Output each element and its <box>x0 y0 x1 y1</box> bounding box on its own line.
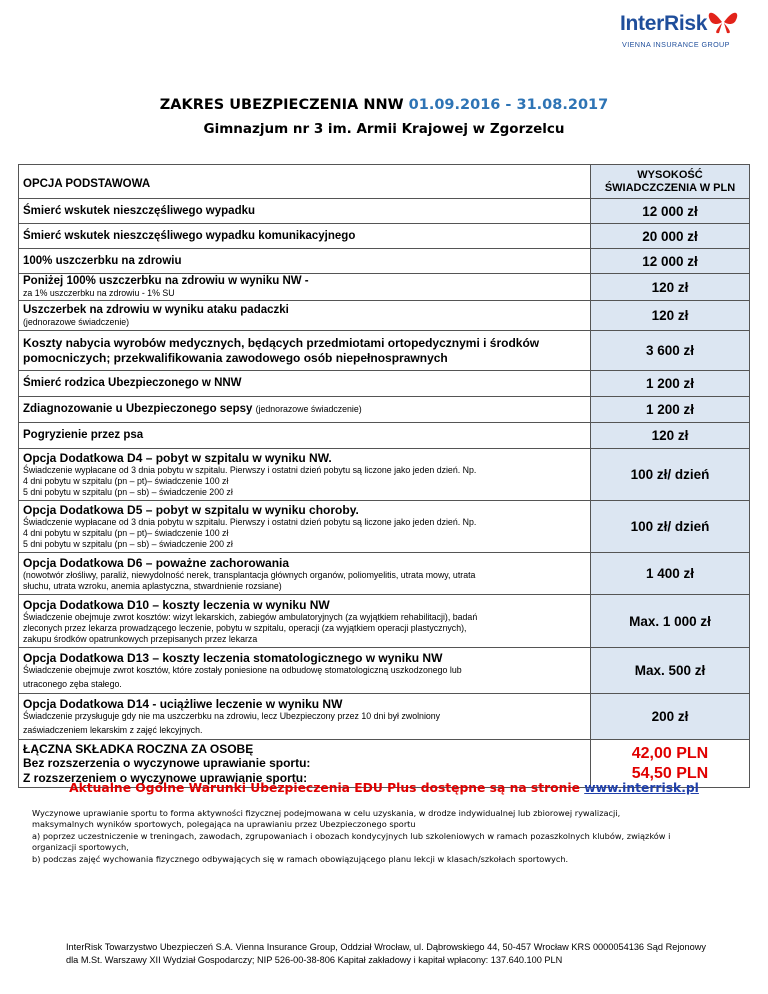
table-row <box>19 694 750 740</box>
table-row <box>19 423 750 449</box>
row-value: 1 200 zł <box>591 371 750 397</box>
definition-line: a) poprzez uczestniczenie w treningach, zawodach, zgrupowaniach i obozach kondycyjnych lub szkoleniowych w ramach pozaszkolnych klubów, związków i <box>32 830 671 841</box>
table-row <box>19 648 750 694</box>
header-amount <box>591 165 750 199</box>
row-label-text: Opcja Dodatkowa D13 – koszty leczenia stomatologicznego w wyniku NW <box>23 651 443 665</box>
table-row <box>19 331 750 371</box>
footer-company-info: InterRisk Towarzystwo Ubezpieczeń S.A. Vienna Insurance Group, Oddział Wrocław, ul. Dąbrowskiego 44, 50-457 Wrocław KRS 0000054136 Sąd Rejonowy dla M.St. Warszawy XII Wydział Gospodarczy; NIP 526-00-38-806 Kapitał zakładowy i kapitał wpłacony: 137.640.100 PLN <box>66 942 706 965</box>
row-value: 200 zł <box>591 694 750 740</box>
definition-line: b) podczas zajęć wychowania fizycznego odbywających się w ramach obowiązującego planu lekcji w klasach/szkołach sportowych. <box>32 853 569 864</box>
row-label-note: Świadczenie obejmuje zwrot kosztów: wizyt lekarskich, zabiegów ambulatoryjnych (za wyjątkiem rehabilitacji), badań <box>23 611 478 622</box>
row-label: 100% uszczerbku na zdrowiu <box>19 249 591 274</box>
row-value: Max. 1 000 zł <box>591 595 750 648</box>
definition-line: organizacji sportowych, <box>32 842 129 853</box>
row-label-note: (jednorazowe świadczenie) <box>255 404 362 414</box>
total-with-sport: Z rozszerzeniem o wyczynowe uprawianie sportu: <box>23 770 308 785</box>
row-label-note: za 1% uszczerbku na zdrowiu - 1% SU <box>23 288 175 298</box>
terms-note <box>0 781 768 795</box>
row-label-note: słuchu, utrata wzroku, anemia aplastyczna, stwardnienie rozsiane) <box>23 580 282 591</box>
row-value: 12 000 zł <box>591 249 750 274</box>
definitions <box>32 808 732 865</box>
header-amount-line1: WYSOKOŚĆ <box>637 168 703 181</box>
row-label-text: Poniżej 100% uszczerbku na zdrowiu w wyniku NW - <box>23 275 309 287</box>
table-row <box>19 371 750 397</box>
interrisk-logo <box>592 12 752 58</box>
row-value: 1 200 zł <box>591 397 750 423</box>
row-label-text: Opcja Dodatkowa D10 – koszty leczenia w wyniku NW <box>23 597 330 612</box>
row-label <box>19 274 591 301</box>
row-label-note: 4 dni pobytu w szpitalu (pn – pt)– świadczenie 100 zł <box>23 528 229 538</box>
row-label-note: zleconych przez lekarza prowadzącego leczenie, pobytu w szpitalu, operacji (za wyjątkiem operacji plastycznych), <box>23 622 467 633</box>
row-value: 120 zł <box>591 274 750 301</box>
row-label-text: Opcja Dodatkowa D6 – poważne zachorowania <box>23 555 290 570</box>
row-label-note: zaświadczeniem lekarskim z zajęć lekcyjnych. <box>23 725 203 735</box>
row-label-note: (nowotwór złośliwy, paraliż, niewydolność nerek, transplantacja głównych organów, poliomyelitis, utrata mowy, utrata <box>23 569 476 580</box>
row-label-text: Opcja Dodatkowa D4 – pobyt w szpitalu w wyniku NW. <box>23 451 332 465</box>
row-label-note: Świadczenie przysługuje gdy nie ma uszczerbku na zdrowiu, lecz Ubezpieczony przez 10 dni był zwolniony <box>23 711 441 721</box>
title-main: ZAKRES UBEZPIECZENIA NNW <box>159 97 404 113</box>
row-label: Śmierć wskutek nieszczęśliwego wypadku <box>19 199 591 224</box>
row-value: 100 zł/ dzień <box>591 501 750 553</box>
page-subtitle: Gimnazjum nr 3 im. Armii Krajowej w Zgorzelcu <box>203 121 565 137</box>
row-label-note: 5 dni pobytu w szpitalu (pn – sb) – świadczenie 200 zł <box>23 487 233 497</box>
table-row <box>19 224 750 249</box>
row-label <box>19 595 591 648</box>
row-value: 20 000 zł <box>591 224 750 249</box>
total-value-2: 54,50 PLN <box>631 764 709 782</box>
table-row <box>19 501 750 553</box>
table-row <box>19 595 750 648</box>
row-label <box>19 553 591 595</box>
table-row <box>19 274 750 301</box>
row-label-text: Uszczerbek na zdrowiu w wyniku ataku padaczki <box>23 303 289 316</box>
row-value: 100 zł/ dzień <box>591 449 750 501</box>
row-label-note: zakupu środków opatrunkowych przepisanych przez lekarza <box>23 633 258 644</box>
total-value-1: 42,00 PLN <box>631 744 709 762</box>
row-value: 1 400 zł <box>591 553 750 595</box>
row-label-note: utraconego zęba stałego. <box>23 679 122 689</box>
row-label: Pogryzienie przez psa <box>19 423 591 449</box>
terms-note-text: Aktualne Ogólne Warunki Ubezpieczenia EDU Plus dostępne są na stronie <box>69 781 580 795</box>
table-header-row <box>19 165 750 199</box>
row-value: 3 600 zł <box>591 331 750 371</box>
logo-subtitle: VIENNA INSURANCE GROUP <box>622 40 730 49</box>
row-label <box>19 397 591 423</box>
header-amount-line2: ŚWIADCZCZENIA W PLN <box>604 181 736 194</box>
row-value: 120 zł <box>591 301 750 331</box>
table-row <box>19 249 750 274</box>
row-label-note: 4 dni pobytu w szpitalu (pn – pt)– świadczenie 100 zł <box>23 476 229 486</box>
row-label-note: Świadczenie wypłacane od 3 dnia pobytu w szpitalu. Pierwszy i ostatni dzień pobytu są liczone jako jeden dzień. Np. <box>23 517 477 527</box>
row-label-note: 5 dni pobytu w szpitalu (pn – sb) – świadczenie 200 zł <box>23 539 233 549</box>
header-option: OPCJA PODSTAWOWA <box>19 165 591 199</box>
definition-line: maksymalnych wyników sportowych, polegająca na uprawianiu przez Ubezpieczonego sportu <box>32 819 416 830</box>
table-row <box>19 301 750 331</box>
total-without-sport: Bez rozszerzenia o wyczynowe uprawianie sportu: <box>23 756 311 771</box>
row-label <box>19 501 591 553</box>
butterfly-logo-icon <box>706 6 740 36</box>
total-title: ŁĄCZNA SKŁADKA ROCZNA ZA OSOBĘ <box>23 741 254 756</box>
table-row <box>19 553 750 595</box>
row-label <box>19 648 591 694</box>
row-label-note: Świadczenie obejmuje zwrot kosztów, które zostały poniesione na odbudowę stomatologiczną uszkodzonego lub <box>23 665 462 675</box>
row-label-text: Zdiagnozowanie u Ubezpieczonego sepsy <box>23 403 253 415</box>
row-value: 120 zł <box>591 423 750 449</box>
row-value: 12 000 zł <box>591 199 750 224</box>
logo-brand-text: InterRisk <box>620 12 708 35</box>
coverage-table <box>18 164 750 788</box>
row-label-note: (jednorazowe świadczenie) <box>23 316 130 327</box>
interrisk-link[interactable]: www.interrisk.pl <box>584 781 699 795</box>
row-label-text: Opcja Dodatkowa D14 - uciążliwe leczenie w wyniku NW <box>23 697 343 711</box>
page-title <box>0 97 768 113</box>
row-label: Śmierć rodzica Ubezpieczonego w NNW <box>19 371 591 397</box>
row-label: Śmierć wskutek nieszczęśliwego wypadku komunikacyjnego <box>19 224 591 249</box>
table-row <box>19 199 750 224</box>
row-label-text: Opcja Dodatkowa D5 – pobyt w szpitalu w wyniku choroby. <box>23 503 359 517</box>
table-row <box>19 397 750 423</box>
title-dates: 01.09.2016 - 31.08.2017 <box>408 97 609 113</box>
row-label <box>19 694 591 740</box>
row-label <box>19 301 591 331</box>
definition-line: Wyczynowe uprawianie sportu to forma aktywności fizycznej podejmowana w celu uzyskania, w drodze indywidualnej lub zbiorowej rywalizacji, <box>32 808 621 818</box>
row-label <box>19 449 591 501</box>
row-label: Koszty nabycia wyrobów medycznych, będących przedmiotami ortopedycznymi i środków pomocniczych; przekwalifikowania zawodowego osób niepełnosprawnych <box>19 331 591 371</box>
table-row <box>19 449 750 501</box>
row-label-note: Świadczenie wypłacane od 3 dnia pobytu w szpitalu. Pierwszy i ostatni dzień pobytu są liczone jako jeden dzień. Np. <box>23 465 477 475</box>
row-value: Max. 500 zł <box>591 648 750 694</box>
